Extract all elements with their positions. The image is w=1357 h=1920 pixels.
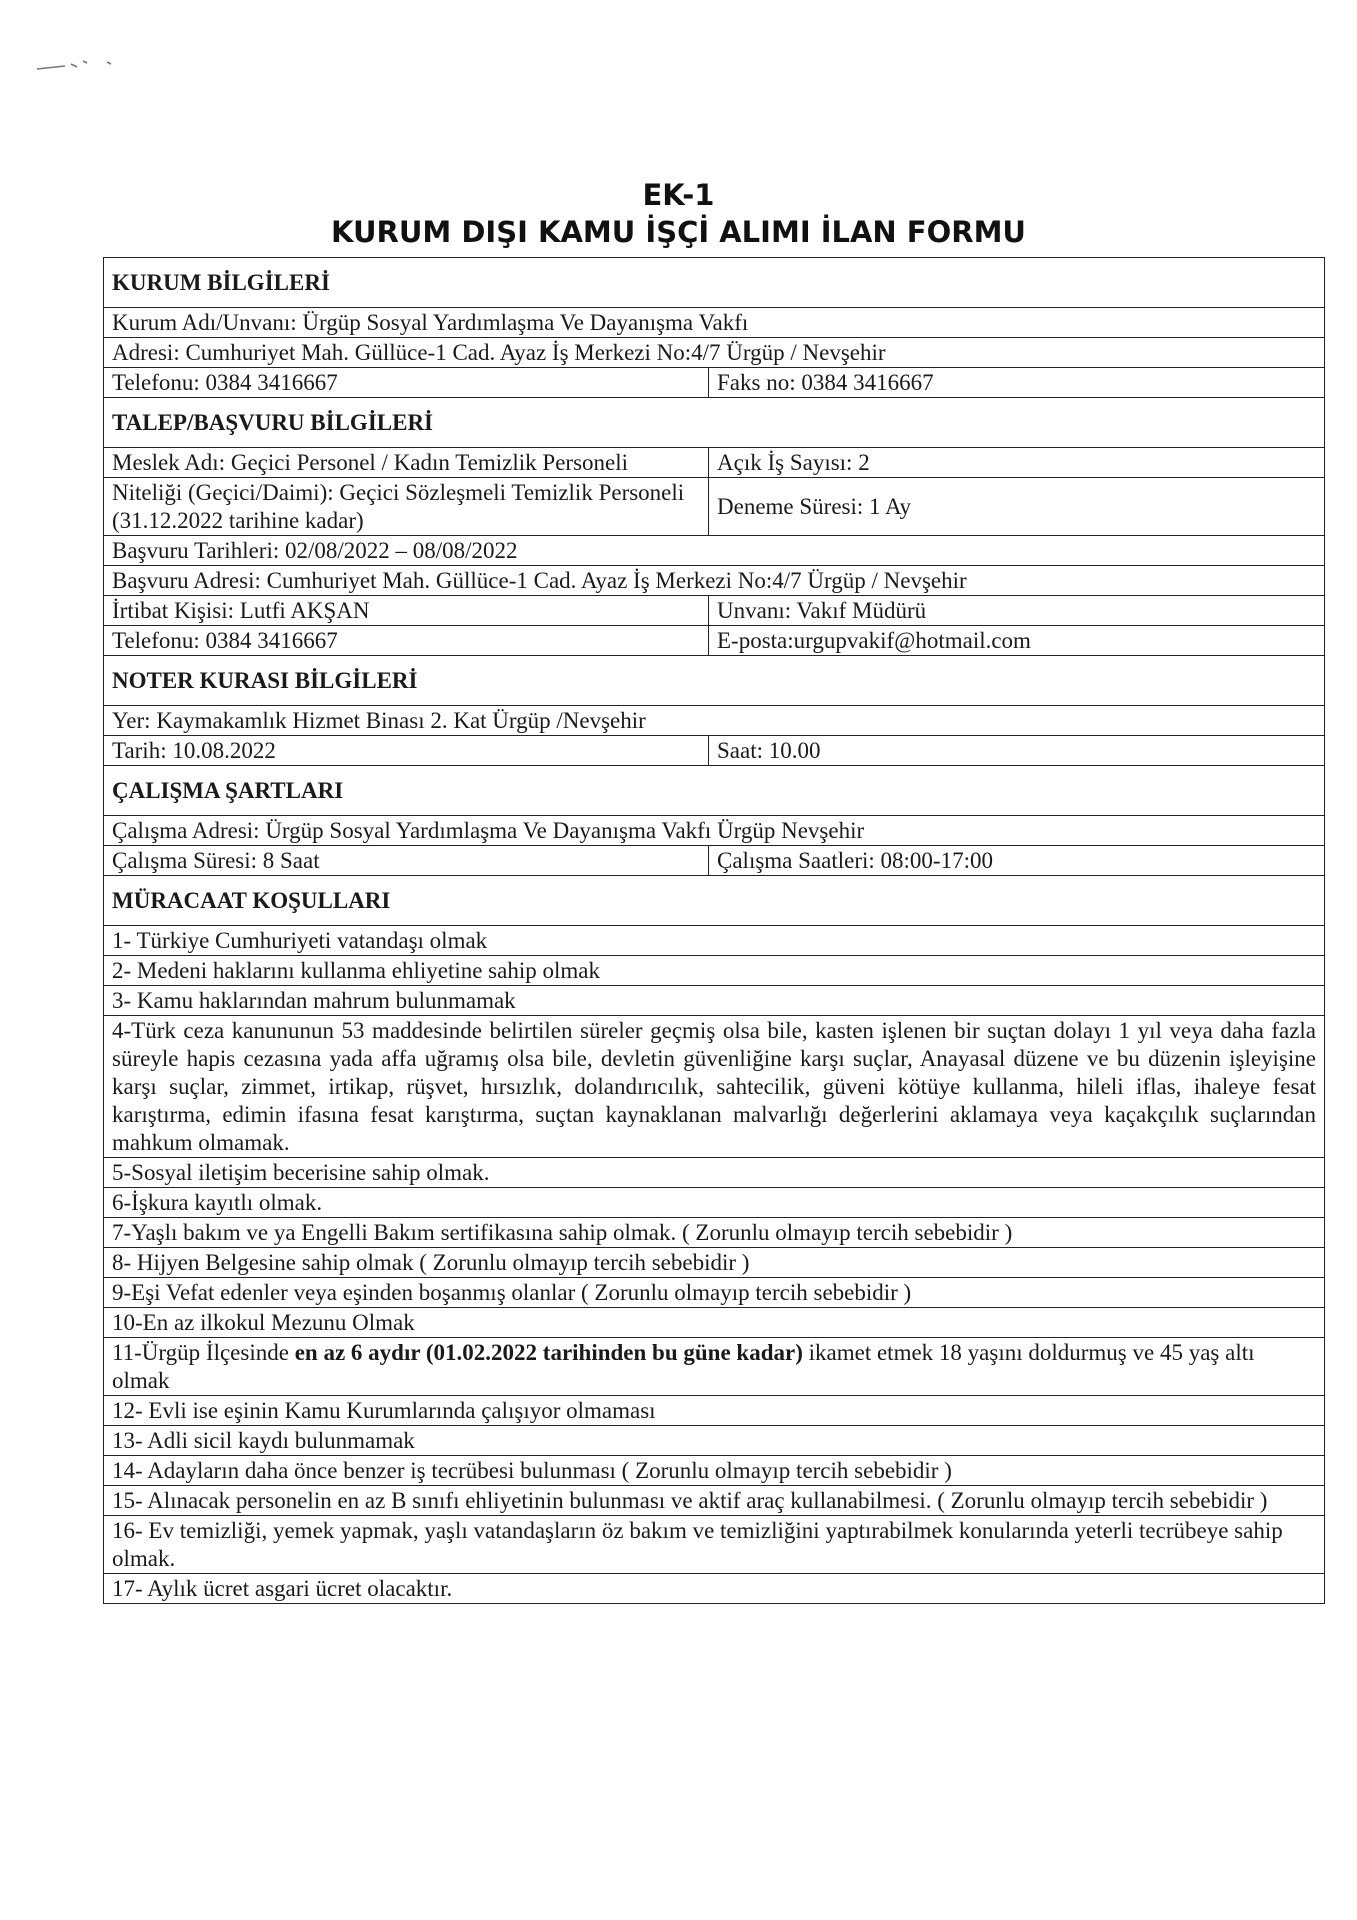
condition-item: 3- Kamu haklarından mahrum bulunmamak	[104, 986, 1325, 1016]
talep-telefon: Telefonu: 0384 3416667	[104, 626, 709, 656]
talep-unvani: Unvanı: Vakıf Müdürü	[709, 596, 1325, 626]
kurum-telefon: Telefonu: 0384 3416667	[104, 368, 709, 398]
condition-item: 14- Adayların daha önce benzer iş tecrübesi bulunması ( Zorunlu olmayıp tercih sebebidir )	[104, 1456, 1325, 1486]
condition-item-11	[104, 1338, 1325, 1396]
calisma-adres: Çalışma Adresi: Ürgüp Sosyal Yardımlaşma Ve Dayanışma Vakfı Ürgüp Nevşehir	[104, 816, 1325, 846]
talep-acik-is: Açık İş Sayısı: 2	[709, 448, 1325, 478]
section-muracaat-heading: MÜRACAAT KOŞULLARI	[104, 876, 1325, 926]
condition-item: 4-Türk ceza kanununun 53 maddesinde belirtilen süreler geçmiş olsa bile, kasten işlenen bir suçtan dolayı 1 yıl veya daha fazla süreyle hapis cezasına yada affa uğramış olsa bile, devletin güvenliğine karşı suçlar, Anayasal düzene ve bu düzenin işleyişine karşı suçlar, zimmet, irtikap, rüşvet, hırsızlık, dolandırıcılık, sahtecilik, güveni kötüye kullanma, hileli iflas, ihaleye fesat karıştırma, edimin ifasına fesat karıştırma, suçtan kaynaklanan malvarlığı değerlerini aklamaya veya kaçakçılık suçlarından mahkum olmamak.	[104, 1016, 1325, 1158]
kurum-adres: Adresi: Cumhuriyet Mah. Güllüce-1 Cad. Ayaz İş Merkezi No:4/7 Ürgüp / Nevşehir	[104, 338, 1325, 368]
condition-11-suffix: ikamet etmek 18 yaşını doldurmuş ve 45 yaş altı olmak	[112, 1340, 1255, 1393]
talep-deneme: Deneme Süresi: 1 Ay	[709, 478, 1325, 536]
condition-item: 1- Türkiye Cumhuriyeti vatandaşı olmak	[104, 926, 1325, 956]
condition-item: 16- Ev temizliği, yemek yapmak, yaşlı vatandaşların öz bakım ve temizliğini yaptırabilmek konularında yeterli tecrübeye sahip olmak.	[104, 1516, 1325, 1574]
section-kurum-heading: KURUM BİLGİLERİ	[104, 258, 1325, 308]
talep-basvuru-tarihleri: Başvuru Tarihleri: 02/08/2022 – 08/08/2022	[104, 536, 1325, 566]
condition-11-prefix: 11-Ürgüp İlçesinde	[112, 1340, 295, 1365]
calisma-sure: Çalışma Süresi: 8 Saat	[104, 846, 709, 876]
announcement-form-table	[103, 257, 1325, 1604]
condition-item: 17- Aylık ücret asgari ücret olacaktır.	[104, 1574, 1325, 1604]
kurum-adi: Kurum Adı/Unvanı: Ürgüp Sosyal Yardımlaşma Ve Dayanışma Vakfı	[104, 308, 1325, 338]
condition-item: 5-Sosyal iletişim becerisine sahip olmak.	[104, 1158, 1325, 1188]
calisma-saatler: Çalışma Saatleri: 08:00-17:00	[709, 846, 1325, 876]
section-row	[104, 258, 1325, 308]
condition-item: 2- Medeni haklarını kullanma ehliyetine sahip olmak	[104, 956, 1325, 986]
condition-item: 15- Alınacak personelin en az B sınıfı ehliyetinin bulunması ve aktif araç kullanabilmesi. ( Zorunlu olmayıp tercih sebebidir )	[104, 1486, 1325, 1516]
condition-item: 10-En az ilkokul Mezunu Olmak	[104, 1308, 1325, 1338]
noter-tarih: Tarih: 10.08.2022	[104, 736, 709, 766]
condition-item: 13- Adli sicil kaydı bulunmamak	[104, 1426, 1325, 1456]
condition-11-bold: en az 6 aydır (01.02.2022 tarihinden bu güne kadar)	[294, 1340, 803, 1365]
noter-yer: Yer: Kaymakamlık Hizmet Binası 2. Kat Ürgüp /Nevşehir	[104, 706, 1325, 736]
talep-meslek: Meslek Adı: Geçici Personel / Kadın Temizlik Personeli	[104, 448, 709, 478]
talep-eposta: E-posta:urgupvakif@hotmail.com	[709, 626, 1325, 656]
condition-item: 9-Eşi Vefat edenler veya eşinden boşanmış olanlar ( Zorunlu olmayıp tercih sebebidir )	[104, 1278, 1325, 1308]
section-calisma-heading: ÇALIŞMA ŞARTLARI	[104, 766, 1325, 816]
condition-item: 7-Yaşlı bakım ve ya Engelli Bakım sertifikasına sahip olmak. ( Zorunlu olmayıp tercih sebebidir )	[104, 1218, 1325, 1248]
talep-basvuru-adresi: Başvuru Adresi: Cumhuriyet Mah. Güllüce-1 Cad. Ayaz İş Merkezi No:4/7 Ürgüp / Nevşehir	[104, 566, 1325, 596]
condition-item: 6-İşkura kayıtlı olmak.	[104, 1188, 1325, 1218]
section-talep-heading: TALEP/BAŞVURU BİLGİLERİ	[104, 398, 1325, 448]
form-title: KURUM DIŞI KAMU İŞÇİ ALIMI İLAN FORMU	[331, 215, 1026, 249]
kurum-faks: Faks no: 0384 3416667	[709, 368, 1325, 398]
scan-artifact-mark	[35, 55, 155, 80]
talep-irtibat: İrtibat Kişisi: Lutfi AKŞAN	[104, 596, 709, 626]
form-code: EK-1	[642, 178, 715, 212]
section-noter-heading: NOTER KURASI BİLGİLERİ	[104, 656, 1325, 706]
condition-item: 12- Evli ise eşinin Kamu Kurumlarında çalışıyor olmaması	[104, 1396, 1325, 1426]
talep-niteligi: Niteliği (Geçici/Daimi): Geçici Sözleşmeli Temizlik Personeli (31.12.2022 tarihine kadar)	[104, 478, 709, 536]
condition-item: 8- Hijyen Belgesine sahip olmak ( Zorunlu olmayıp tercih sebebidir )	[104, 1248, 1325, 1278]
noter-saat: Saat: 10.00	[709, 736, 1325, 766]
